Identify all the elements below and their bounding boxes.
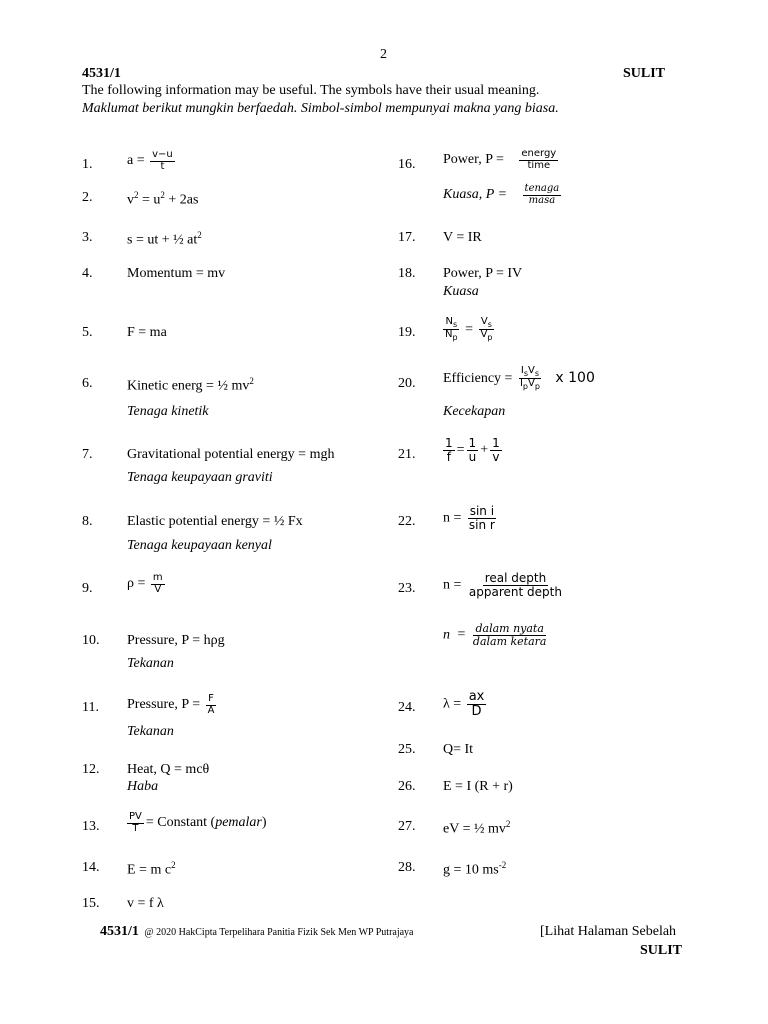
formula-electron-energy [443, 819, 510, 838]
formula-density [127, 573, 167, 595]
fraction [490, 437, 502, 463]
fraction [150, 150, 175, 172]
numerator: tenaga [524, 183, 560, 194]
formula-text: ) [261, 815, 267, 831]
denominator [518, 379, 542, 391]
formula-text: n = [443, 510, 462, 526]
intro-malay: Maklumat berikut mungkin berfaedah. Simbol-simbol mempunyai makna yang biasa. [82, 101, 559, 116]
item-number: 8. [82, 514, 93, 529]
item-number: 6. [82, 376, 93, 391]
formula-text: = Constant ( [145, 815, 216, 831]
footer-paper-code: 4531/1 [100, 924, 139, 939]
superscript: -2 [498, 860, 507, 870]
footer-copyright: @ 2020 HakCipta Terpelihara Panitia Fizik Sek Men WP Putrajaya [144, 927, 414, 938]
formula-kinetic-energy-malay: Tenaga kinetik [127, 404, 209, 419]
formula-text: λ = [443, 696, 462, 712]
formula-elastic-potential-energy-malay: Tenaga keupayaan kenyal [127, 538, 272, 553]
item-number: 15. [82, 896, 100, 911]
formula-text: = [457, 627, 466, 643]
item-number: 10. [82, 633, 100, 648]
subscript: p [522, 382, 528, 392]
formula-text: E = m c [127, 862, 172, 878]
numerator: 1 [492, 436, 500, 450]
intro-english: The following information may be useful. The symbols have their usual meaning. [82, 83, 540, 98]
item-number: 1. [82, 157, 93, 172]
superscript: 2 [505, 819, 511, 829]
item-number: 22. [398, 514, 416, 529]
formula-gravity [443, 860, 506, 879]
fraction [443, 317, 460, 343]
formula-text: n = [443, 577, 462, 593]
subscript: s [534, 369, 539, 378]
formula-text: N [445, 329, 453, 341]
superscript: 2 [160, 190, 165, 200]
formula-text: eV = ½ mv [443, 821, 506, 837]
formula-gravitational-potential-energy-malay: Tenaga keupayaan graviti [127, 470, 273, 485]
formula-text: ρ = [127, 576, 146, 592]
formula-velocity-squared [127, 190, 198, 209]
denominator [443, 330, 460, 342]
formula-efficiency-malay: Kecekapan [443, 404, 506, 419]
formula-heat-malay: Haba [127, 779, 159, 794]
fraction [467, 437, 479, 463]
formula-text: v [127, 192, 134, 208]
formula-text-malay: Kuasa, P = [443, 187, 508, 203]
sulit-label: SULIT [623, 66, 666, 81]
denominator: dalam ketara [472, 634, 547, 648]
fraction [518, 366, 542, 392]
item-number: 9. [82, 581, 93, 596]
item-number: 23. [398, 581, 416, 596]
formula-transformer [441, 317, 496, 343]
formula-ohms-law: V = IR [443, 230, 482, 245]
fraction [471, 623, 549, 647]
denominator: A [207, 704, 215, 716]
denominator: T [132, 822, 139, 834]
fraction [519, 149, 558, 171]
numerator [443, 317, 459, 330]
subscript: p [487, 333, 493, 343]
superscript: 2 [171, 860, 176, 870]
formula-text: I [519, 378, 523, 390]
subscript: s [523, 369, 528, 378]
denominator: masa [528, 194, 556, 206]
numerator: F [208, 693, 214, 704]
formula-text: Efficiency = [443, 371, 513, 387]
formula-text: x 100 [555, 370, 595, 387]
subscript: s [452, 320, 458, 329]
formula-charge: Q= It [443, 742, 474, 757]
paper-code: 4531/1 [82, 66, 121, 81]
fraction [206, 694, 217, 716]
formula-text: = [456, 442, 465, 458]
item-number: 5. [82, 325, 93, 340]
formula-text: Pressure, P = [127, 697, 201, 713]
formula-pressure [127, 694, 218, 716]
numerator: energy [521, 148, 557, 159]
formula-lens [441, 437, 504, 463]
fraction [478, 317, 494, 343]
item-number: 12. [82, 762, 100, 777]
formula-text: s = ut + ½ at [127, 232, 198, 248]
item-number: 4. [82, 266, 93, 281]
formula-text: + 2as [164, 192, 199, 208]
formula-elastic-potential-energy: Elastic potential energy = ½ Fx [127, 514, 303, 529]
item-number: 21. [398, 447, 416, 462]
formula-text: N [445, 316, 453, 327]
item-number: 24. [398, 700, 416, 715]
denominator: t [160, 160, 165, 172]
subscript: s [487, 320, 492, 329]
formula-mass-energy [127, 860, 176, 879]
numerator: dalam nyata [475, 622, 544, 635]
formula-heat: Heat, Q = mcθ [127, 762, 210, 777]
formula-text-malay: pemalar [215, 815, 262, 831]
subscript: p [534, 382, 540, 392]
formula-text: V [480, 329, 488, 341]
formula-text: V [527, 365, 535, 376]
superscript: 2 [134, 190, 139, 200]
formula-pressure-malay: Tekanan [127, 656, 174, 671]
denominator: sin r [468, 517, 495, 532]
item-number: 26. [398, 779, 416, 794]
denominator: f [446, 449, 451, 464]
formula-emf: E = I (R + r) [443, 779, 513, 794]
formula-snells-law [443, 505, 499, 531]
fraction [151, 573, 165, 595]
page-number: 2 [380, 47, 387, 62]
formula-text: = [465, 322, 473, 338]
formula-power-malay [443, 184, 563, 206]
item-number: 13. [82, 819, 100, 834]
item-number: 25. [398, 742, 416, 757]
formula-pressure-liquid: Pressure, P = hρg [127, 633, 225, 648]
formula-wave-speed: v = f λ [127, 896, 164, 911]
formula-pressure-malay: Tekanan [127, 724, 174, 739]
formula-text: g = 10 ms [443, 862, 499, 878]
denominator: time [527, 159, 551, 171]
footer-sulit: SULIT [640, 943, 683, 958]
item-number: 18. [398, 266, 416, 281]
formula-efficiency [443, 366, 595, 392]
item-number: 2. [82, 190, 93, 205]
formula-text-malay: n [443, 627, 450, 643]
numerator: sin i [469, 504, 495, 518]
formula-electric-power-malay: Kuasa [443, 284, 479, 299]
fraction [127, 812, 144, 834]
item-number: 20. [398, 376, 416, 391]
item-number: 11. [82, 700, 99, 715]
fraction [443, 437, 455, 463]
formula-momentum: Momentum = mv [127, 266, 226, 281]
formula-text: I [520, 365, 524, 376]
numerator: v−u [152, 149, 173, 160]
item-number: 7. [82, 447, 93, 462]
formula-young-interference [443, 690, 488, 718]
numerator: PV [129, 811, 142, 822]
formula-text: + [480, 442, 489, 458]
formula-refractive-index-depth [443, 572, 566, 598]
denominator: apparent depth [468, 584, 562, 599]
formula-kinetic-energy [127, 376, 254, 395]
fraction [467, 505, 497, 531]
formula-displacement [127, 230, 202, 249]
fraction [467, 572, 564, 598]
formula-text: Power, P = [443, 152, 504, 168]
formula-text: = u [138, 192, 161, 208]
formula-electric-power: Power, P = IV [443, 266, 523, 281]
numerator [479, 317, 494, 330]
formula-acceleration [127, 150, 177, 172]
fraction [467, 690, 487, 718]
superscript: 2 [197, 230, 202, 240]
denominator: u [468, 449, 477, 464]
item-number: 19. [398, 325, 416, 340]
item-number: 17. [398, 230, 416, 245]
numerator [519, 366, 541, 379]
formula-power [443, 149, 560, 171]
denominator [478, 330, 494, 342]
formula-gravitational-potential-energy: Gravitational potential energy = mgh [127, 447, 335, 462]
subscript: p [452, 333, 458, 343]
formula-force: F = ma [127, 325, 167, 340]
numerator: 1 [468, 436, 477, 450]
numerator: ax [468, 689, 485, 704]
formula-text: Kinetic energ = ½ mv [127, 378, 250, 394]
item-number: 16. [398, 157, 416, 172]
numerator: real depth [484, 571, 547, 585]
denominator: D [471, 703, 482, 719]
numerator: 1 [445, 436, 453, 450]
formula-text: a = [127, 153, 145, 169]
item-number: 28. [398, 860, 416, 875]
item-number: 3. [82, 230, 93, 245]
item-number: 27. [398, 819, 416, 834]
formula-refractive-index-depth-malay [443, 623, 550, 647]
denominator: v [492, 449, 500, 464]
footer-next-page: [Lihat Halaman Sebelah [540, 924, 677, 939]
fraction [523, 184, 562, 206]
item-number: 14. [82, 860, 100, 875]
formula-text: V [480, 316, 488, 327]
superscript: 2 [249, 376, 254, 386]
formula-text: V [527, 378, 535, 390]
numerator: m [152, 572, 163, 583]
denominator: V [154, 583, 162, 595]
formula-gas-law [125, 812, 267, 834]
footer-left [100, 924, 414, 940]
